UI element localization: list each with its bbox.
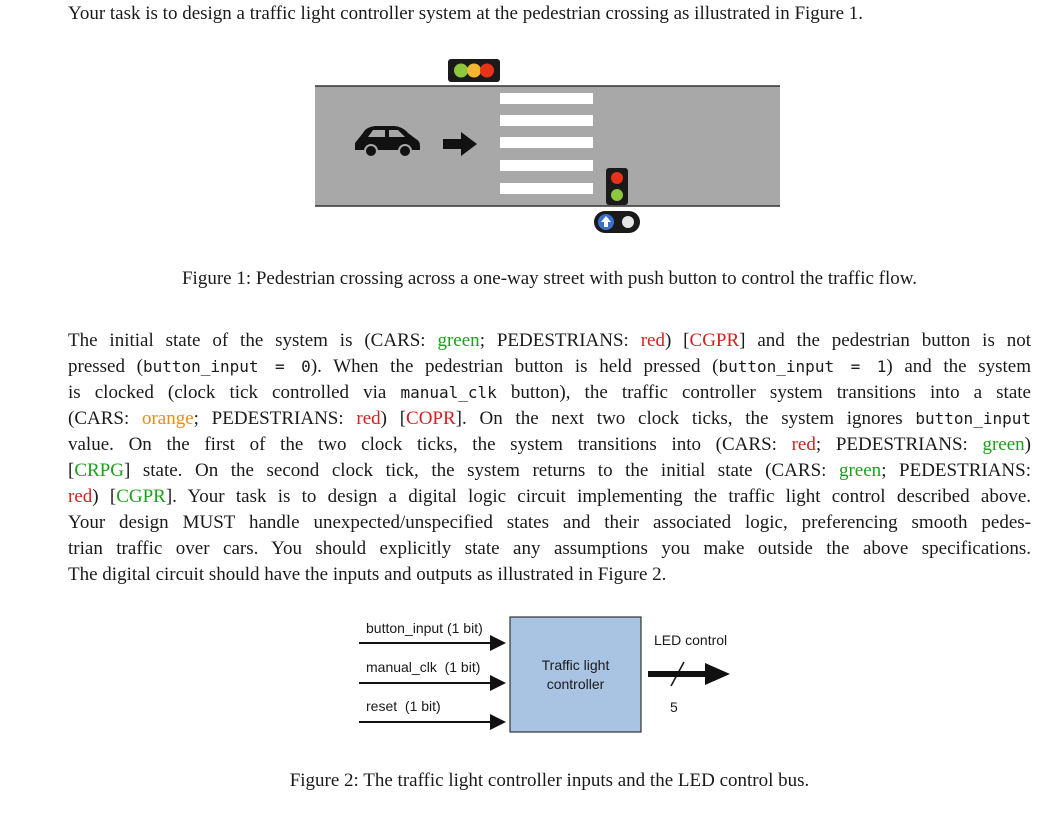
text-run: ] state. On the second clock tick, the system returns to the initial state (CARS: — [123, 460, 839, 481]
text-run: ) [ — [380, 408, 407, 429]
text-run: ) [ — [664, 330, 690, 351]
paragraph-line — [68, 406, 1031, 432]
text-run: [ — [68, 460, 75, 481]
text-run: pressed ( — [68, 356, 143, 377]
paragraph-line — [68, 354, 1031, 380]
figure-1-caption: Figure 1: Pedestrian crossing across a one-way street with push button to control the traffic flow. — [181, 268, 918, 289]
text-run: CGPR — [689, 330, 740, 351]
text-run: ]. Your task is to design a digital logic circuit implementing the traffic light control described above. — [165, 486, 1031, 507]
text-run: ; PEDESTRIANS: — [193, 408, 357, 429]
text-run: red — [356, 408, 381, 429]
text-run: green — [437, 330, 480, 351]
paragraph-line — [68, 432, 1031, 458]
text-run: button), the traffic controller system transitions into a state — [496, 382, 1031, 403]
text-run: ; PEDESTRIANS: — [815, 434, 983, 455]
paragraph-line — [68, 562, 1031, 588]
text-run: The initial state of the system is (CARS: — [68, 330, 438, 351]
text-run: Your design MUST handle unexpected/unspecified states and their associated logic, preferencing smooth pedes- — [68, 512, 1031, 533]
code-token: button_input — [915, 409, 1031, 428]
output-bus-arrow — [648, 662, 730, 686]
text-run: trian traffic over cars. You should explicitly state any assumptions you make outside the above specifications. — [68, 538, 1031, 559]
label-reset: reset (1 bit) — [366, 698, 441, 714]
label-button-input: button_input (1 bit) — [366, 620, 483, 636]
text-run: is clocked (clock tick controlled via — [68, 382, 401, 403]
text-run: ) — [1024, 434, 1031, 455]
code-token: button_input = 1 — [718, 357, 887, 376]
label-manual-clk: manual_clk (1 bit) — [366, 659, 481, 675]
figure-2-caption: Figure 2: The traffic light controller inputs and the LED control bus. — [289, 770, 810, 791]
block-label-line1: Traffic light — [541, 657, 610, 673]
label-bus-width: 5 — [670, 699, 678, 715]
text-run: ). When the pedestrian button is held pressed ( — [310, 356, 719, 377]
push-button-icon — [594, 211, 640, 233]
text-run: green — [838, 460, 882, 481]
intro-text: Your task is to design a traffic light controller system at the pedestrian crossing as illustrated in Figure 1. — [68, 3, 864, 24]
pedestrian-traffic-light-icon — [606, 168, 628, 205]
text-run: red — [68, 486, 93, 507]
text-run: orange — [141, 408, 194, 429]
text-run: red — [791, 434, 816, 455]
text-run: CGPR — [116, 486, 166, 507]
text-run: The digital circuit should have the inputs and outputs as illustrated in Figure 2. — [68, 564, 667, 585]
paragraph-line — [68, 510, 1031, 536]
paragraph-line — [68, 484, 1031, 510]
text-run: red — [640, 330, 665, 351]
text-run: ]. On the next two clock ticks, the system ignores — [455, 408, 916, 429]
text-run: (CARS: — [68, 408, 142, 429]
text-run: green — [982, 434, 1025, 455]
text-run: COPR — [406, 408, 456, 429]
label-led-control: LED control — [654, 632, 728, 648]
description-paragraph — [68, 328, 1031, 588]
text-run: ) [ — [92, 486, 117, 507]
text-run: ; PEDESTRIANS: — [881, 460, 1031, 481]
code-token: manual_clk — [400, 383, 497, 402]
paragraph-line — [68, 536, 1031, 562]
paragraph-line — [68, 380, 1031, 406]
text-run: ; PEDESTRIANS: — [479, 330, 641, 351]
block-label-line2: controller — [546, 676, 605, 692]
text-run: ] and the pedestrian button is not — [739, 330, 1032, 351]
code-token: button_input = 0 — [142, 357, 311, 376]
text-run: value. On the first of the two clock ticks, the system transitions into (CARS: — [68, 434, 792, 455]
text-run: CRPG — [74, 460, 124, 481]
paragraph-line — [68, 458, 1031, 484]
controller-block — [510, 617, 641, 732]
text-run: ) and the system — [886, 356, 1032, 377]
figure-1 — [0, 0, 1059, 260]
overhead-traffic-light-icon — [448, 59, 500, 82]
paragraph-line — [68, 328, 1031, 354]
